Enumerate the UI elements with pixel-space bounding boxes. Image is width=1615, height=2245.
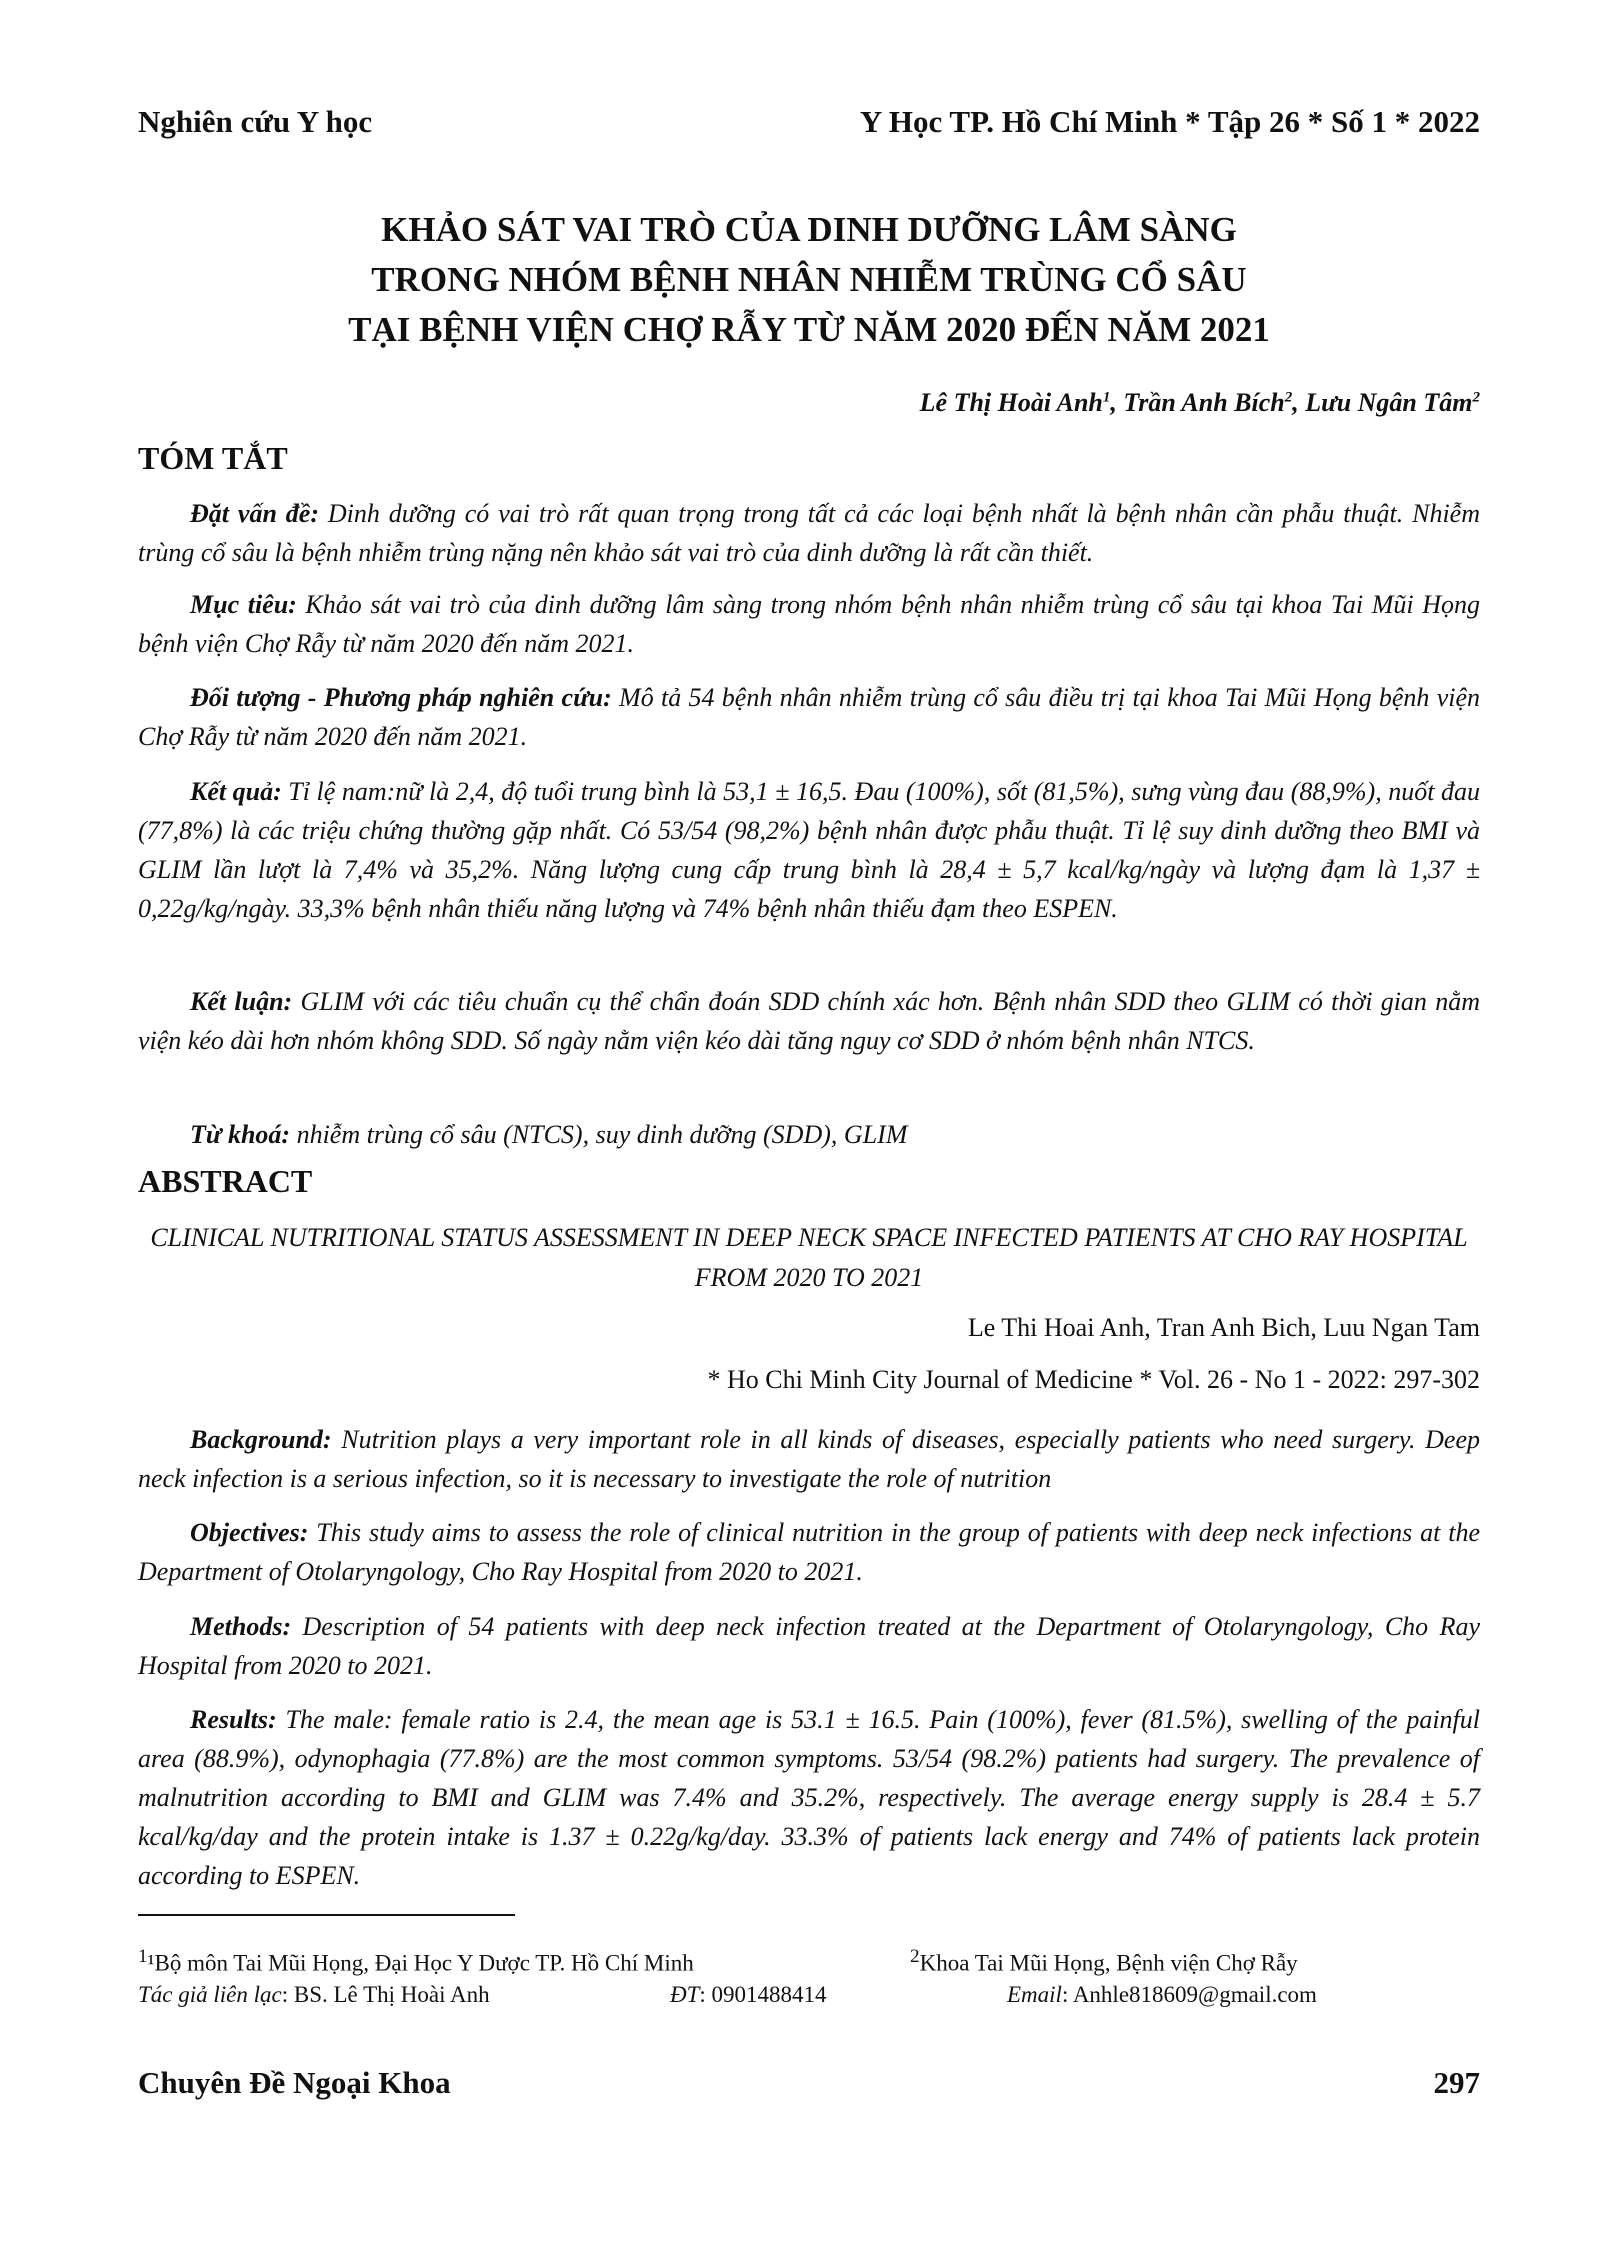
affiliation-mark: 2: [910, 1946, 920, 1967]
author-name: , Trần Anh Bích: [1110, 388, 1285, 417]
paragraph-label: Từ khoá:: [190, 1120, 291, 1149]
paragraph-label: Đối tượng - Phương pháp nghiên cứu:: [190, 683, 612, 712]
abstract-methods: [138, 1607, 1480, 1685]
paragraph-text: Mô tả 54 bệnh nhân nhiễm trùng cổ sâu điều trị tại khoa Tai Mũi Họng bệnh viện Chợ Rẫy từ năm 2020 đến năm 2021.: [138, 683, 1480, 751]
affiliation-2: [910, 1946, 1298, 1977]
title-line: TẠI BỆNH VIỆN CHỢ RẪY TỪ NĂM 2020 ĐẾN NĂM 2021: [348, 310, 1270, 349]
title-line: TRONG NHÓM BỆNH NHÂN NHIỄM TRÙNG CỔ SÂU: [371, 260, 1247, 299]
paragraph-text: Tỉ lệ nam:nữ là 2,4, độ tuổi trung bình là 53,1 ± 16,5. Đau (100%), sốt (81,5%), sưng vùng đau (88,9%), nuốt đau (77,8%) là các triệu chứng thường gặp nhất. Có 53/54 (98,2%) bệnh nhân được phẫu thuật. Tỉ lệ suy dinh dưỡng theo BMI và GLIM lần lượt là 7,4% và 35,2%. Năng lượng cung cấp trung bình là 28,4 ± 5,7 kcal/kg/ngày và lượng đạm là 1,37 ± 0,22g/kg/ngày. 33,3% bệnh nhân thiếu năng lượng và 74% bệnh nhân thiếu đạm theo ESPEN.: [138, 777, 1480, 923]
abstract-objective: [138, 1513, 1480, 1591]
affiliation-text: ¹Bộ môn Tai Mũi Họng, Đại Học Y Dược TP. Hồ Chí Minh: [147, 1950, 694, 1976]
summary-keywords: [138, 1115, 1480, 1154]
page-number: 297: [1433, 2065, 1480, 2100]
affiliation-1: [138, 1946, 694, 1977]
contact-label: Tác giả liên lạc: [138, 1982, 282, 2007]
paragraph-label: Objectives:: [190, 1518, 309, 1547]
paragraph-text: Khảo sát vai trò của dinh dưỡng lâm sàng trong nhóm bệnh nhân nhiễm trùng cổ sâu tại khoa Tai Mũi Họng bệnh viện Chợ Rẫy từ năm 2020 đến năm 2021.: [138, 590, 1480, 658]
abstract-background: [138, 1420, 1480, 1498]
abstract-title: CLINICAL NUTRITIONAL STATUS ASSESSMENT IN DEEP NECK SPACE INFECTED PATIENTS AT CHO RAY HOSPITAL FROM 2020 TO 2021: [150, 1223, 1468, 1292]
article-title: [138, 205, 1480, 355]
title-line: KHẢO SÁT VAI TRÒ CỦA DINH DƯỠNG LÂM SÀNG: [381, 210, 1237, 249]
paragraph-label: Methods:: [190, 1612, 292, 1641]
paragraph-text: Nutrition plays a very important role in all kinds of diseases, especially patients who need surgery. Deep neck infection is a serious infection, so it is necessary to investigate the role of nutrition: [138, 1425, 1480, 1493]
email-value: : Anhle818609@gmail.com: [1061, 1982, 1317, 2007]
author-affiliation-mark: 2: [1472, 389, 1480, 406]
summary-methods: [138, 678, 1480, 756]
affiliation-mark: 1: [138, 1946, 148, 1967]
footer-issue-title: Chuyên Đề Ngoại Khoa: [138, 2065, 451, 2100]
paragraph-label: Mục tiêu:: [190, 590, 297, 619]
header-journal: Y Học TP. Hồ Chí Minh * Tập 26 * Số 1 * 2022: [859, 104, 1480, 139]
paragraph-text: This study aims to assess the role of clinical nutrition in the group of patients with deep neck infections at the Department of Otolaryngology, Cho Ray Hospital from 2020 to 2021.: [138, 1518, 1480, 1586]
footnote-divider: [138, 1914, 515, 1916]
phone-value: : 0901488414: [699, 1982, 827, 2007]
author-affiliation-mark: 2: [1284, 389, 1293, 406]
summary-background: [138, 494, 1480, 572]
paragraph-text: GLIM với các tiêu chuẩn cụ thể chẩn đoán SDD chính xác hơn. Bệnh nhân SDD theo GLIM có thời gian nằm viện kéo dài hơn nhóm không SDD. Số ngày nằm viện kéo dài tăng nguy cơ SDD ở nhóm bệnh nhân NTCS.: [138, 987, 1480, 1055]
summary-conclusion: [138, 982, 1480, 1060]
summary-results: [138, 772, 1480, 928]
article-page: [138, 0, 1480, 2245]
author-name: Lê Thị Hoài Anh: [919, 388, 1103, 417]
abstract-heading: ABSTRACT: [138, 1163, 313, 1199]
paragraph-label: Background:: [190, 1425, 332, 1454]
affiliation-text: Khoa Tai Mũi Họng, Bệnh viện Chợ Rẫy: [919, 1950, 1298, 1976]
paragraph-label: Results:: [190, 1705, 277, 1734]
paragraph-label: Kết luận:: [190, 987, 293, 1016]
abstract-authors: Le Thi Hoai Anh, Tran Anh Bich, Luu Ngan Tam: [967, 1313, 1480, 1342]
abstract-citation: * Ho Chi Minh City Journal of Medicine * Vol. 26 - No 1 - 2022: 297-302: [707, 1365, 1480, 1394]
paragraph-text: nhiễm trùng cổ sâu (NTCS), suy dinh dưỡng (SDD), GLIM: [290, 1120, 908, 1149]
paragraph-label: Đặt vấn đề:: [190, 499, 319, 528]
paragraph-label: Kết quả:: [190, 777, 282, 806]
corresponding-author: [138, 1982, 490, 2008]
abstract-results: [138, 1700, 1480, 1895]
author-affiliation-mark: 1: [1102, 389, 1111, 406]
phone-label: ĐT: [670, 1982, 700, 2007]
author-name: , Lưu Ngân Tâm: [1292, 388, 1473, 417]
paragraph-text: Description of 54 patients with deep neck infection treated at the Department of Otolaryngology, Cho Ray Hospital from 2020 to 2021.: [138, 1612, 1480, 1680]
summary-heading: TÓM TẮT: [138, 440, 288, 476]
email-label: Email: [1007, 1982, 1062, 2007]
contact-email: [1007, 1982, 1317, 2008]
header-section: Nghiên cứu Y học: [138, 104, 373, 139]
paragraph-text: The male: female ratio is 2.4, the mean age is 53.1 ± 16.5. Pain (100%), fever (81.5%), swelling of the painful area (88.9%), odynophagia (77.8%) are the most common symptoms. 53/54 (98.2%) patients had surgery. The prevalence of malnutrition according to BMI and GLIM was 7.4% and 35.2%, respectively. The average energy supply is 28.4 ± 5.7 kcal/kg/day and the protein intake is 1.37 ± 0.22g/kg/day. 33.3% of patients lack energy and 74% of patients lack protein according to ESPEN.: [138, 1705, 1480, 1890]
contact-phone: [670, 1982, 827, 2008]
summary-objective: [138, 585, 1480, 663]
contact-value: : BS. Lê Thị Hoài Anh: [281, 1982, 490, 2007]
author-list-vi: [920, 388, 1480, 418]
paragraph-text: Dinh dưỡng có vai trò rất quan trọng trong tất cả các loại bệnh nhất là bệnh nhân cần phẫu thuật. Nhiễm trùng cổ sâu là bệnh nhiễm trùng nặng nên khảo sát vai trò của dinh dưỡng là rất cần thiết.: [138, 499, 1480, 567]
